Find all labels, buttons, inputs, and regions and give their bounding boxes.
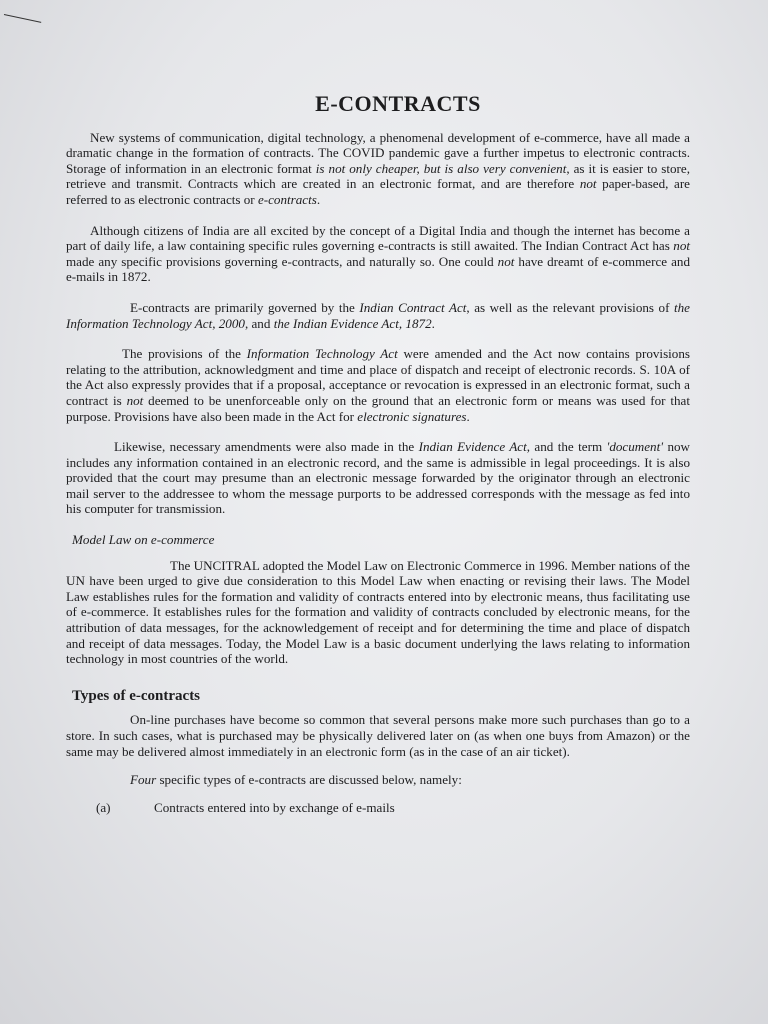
paragraph-evidence-act (66, 439, 690, 517)
paragraph-intro (66, 130, 690, 208)
list-intro (130, 772, 690, 788)
document-title: E-CONTRACTS (315, 91, 481, 116)
text-run: E-contracts are primarily governed by the (130, 299, 360, 315)
list-item-label: (a) (96, 799, 111, 815)
italic-run: Indian Contract Act (359, 299, 467, 315)
heading-types: Types of e-contracts (72, 687, 201, 704)
document-page (66, 91, 690, 815)
italic-run: not (126, 392, 144, 408)
text-run: deemed to be unenforceable only on the ground that an electronic form or means was used for that purpose. Provisions have also been made in the Act for (66, 392, 690, 424)
list-item-text: Contracts entered into by exchange of e-mails (154, 799, 395, 815)
paragraph-governing-acts (66, 300, 690, 331)
text-run: made any specific provisions governing e-contracts, and naturally so. One could (66, 253, 498, 269)
italic-run: Four (130, 772, 157, 788)
italic-run: not (579, 176, 597, 192)
italic-run: e-contracts (257, 191, 317, 207)
italic-run: Information Technology Act (246, 346, 398, 362)
italic-run: the Information Technology Act, 2000 (66, 299, 690, 331)
italic-run: 'document' (606, 439, 664, 455)
list-item (96, 800, 690, 816)
text-run: , as well as the relevant provisions of (466, 299, 674, 315)
text-run: , and (244, 315, 274, 331)
italic-run: electronic signatures (357, 408, 467, 424)
paragraph-digital-india (66, 223, 690, 285)
text-run: have dreamt of e-commerce and e-mails in 1872. (66, 253, 690, 285)
text-run: Likewise, necessary amendments were also made in the (114, 439, 419, 455)
subheading-model-law: Model Law on e-commerce (72, 532, 215, 548)
text-run: now includes any information contained in an electronic record, and the same is admissible in legal proceedings. It is also provided that the court may presume than an electronic message forwarded by the originator through an electronic mail server to the addressee to whom the message purports to be addressed corresponds with the message as fed into his computer for transmission. (66, 439, 690, 517)
text-run: paper-based, are referred to as electronic contracts or (66, 176, 690, 207)
paragraph-it-act (66, 346, 690, 424)
text-run: , and the term (526, 439, 607, 455)
italic-run: not (497, 253, 515, 269)
text-run: . (466, 408, 470, 424)
types-list (66, 772, 690, 815)
text-run: specific types of e-contracts are discussed below, namely: (156, 772, 462, 788)
text-run: New systems of communication, digital technology, a phenomenal development of e-commerce, have all made a dramatic change in the formation of contracts. The COVID pandemic gave a further impetus to electronic contracts. Storage of information in an electronic format (66, 129, 690, 176)
text-run: , as it is easier to store, retrieve and transmit. Contracts which are created in an electronic format, and are therefore (66, 160, 690, 192)
paragraph-online-purchases: On-line purchases have become so common that several persons make more such purchases than go to a store. In such cases, what is purchased may be physically delivered later on (as when one buys from Amazon) or the same may be delivered almost immediately in an electronic form (as in the case of an air ticket). (66, 712, 690, 759)
text-run: The provisions of the (122, 346, 247, 362)
text-run: . (431, 315, 435, 331)
paragraph-uncitral: The UNCITRAL adopted the Model Law on Electronic Commerce in 1996. Member nations of the UN have been urged to give due consideration to this Model Law when enacting or revising their laws. The Model Law establishes rules for the formation and validity of contracts entered into by electronic means, thus facilitating use of e-commerce. It establishes rules for the formation and validity of contracts concluded by electronic means, for the attribution of data messages, for the acknowledgement of receipt and for determining the time and place of dispatch and receipt of data messages. Today, the Model Law is a basic document underlying the laws relating to information technology in most countries of the world. (66, 557, 690, 667)
italic-run: not (673, 238, 690, 254)
italic-run: is not only cheaper, but is also very convenient (315, 160, 567, 176)
italic-run: the Indian Evidence Act, 1872 (273, 315, 432, 331)
text-run: Although citizens of India are all excited by the concept of a Digital India and though the internet has become a part of daily life, a law containing specific rules governing e-contracts is still awaited. The Indian Contract Act has (66, 222, 690, 254)
text-run: . (316, 191, 321, 207)
italic-run: Indian Evidence Act (418, 439, 527, 455)
text-run: were amended and the Act now contains provisions relating to the attribution, acknowledgment and time and place of dispatch and receipt of electronic records. S. 10A of the Act also expressly provides that if a proposal, acceptance or revocation is expressed in an electronic format, such a contract is (66, 346, 690, 408)
